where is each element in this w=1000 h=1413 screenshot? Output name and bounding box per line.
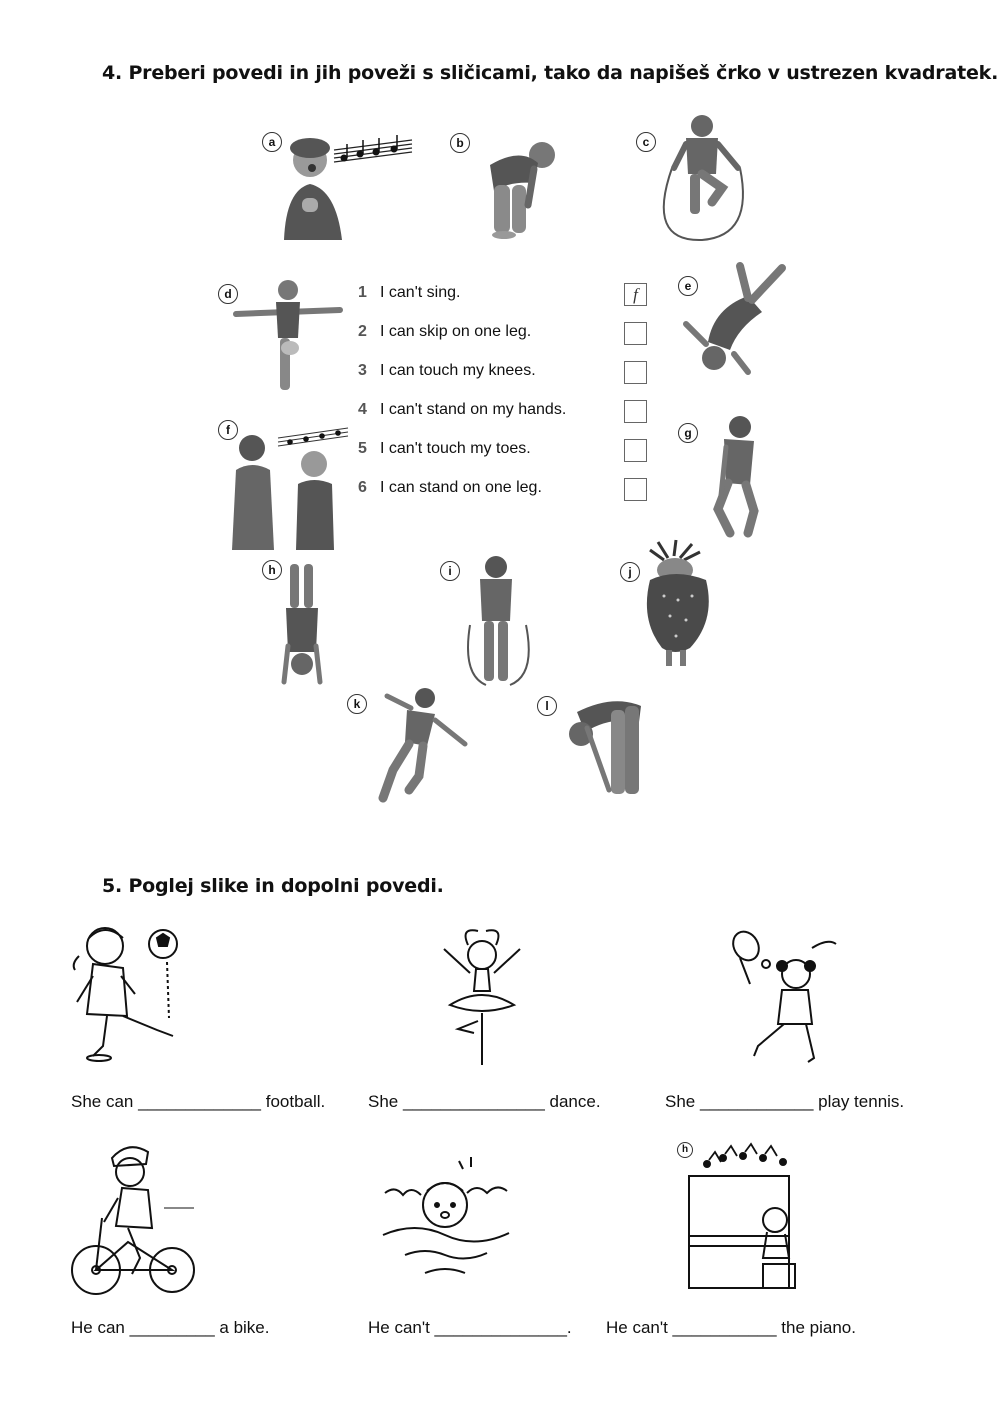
statement-text: I can't stand on my hands. xyxy=(380,401,567,418)
label-j: j xyxy=(620,562,640,582)
task5-heading: 5. Poglej slike in dopolni povedi. xyxy=(102,875,444,897)
answer-box-1[interactable]: f xyxy=(624,283,647,306)
drawing-ballet xyxy=(430,925,535,1070)
sentence-3[interactable]: She ____________ play tennis. xyxy=(665,1092,905,1111)
picture-d-one-leg xyxy=(218,278,343,398)
label-f: f xyxy=(218,420,238,440)
statement-2 xyxy=(358,323,531,341)
sentence-6[interactable]: He can't ___________ the piano. xyxy=(606,1318,856,1337)
drawing-bike xyxy=(68,1138,196,1300)
label-piano-h: h xyxy=(677,1142,693,1158)
statement-number: 3 xyxy=(358,362,367,379)
picture-i-skipping xyxy=(440,555,540,690)
picture-f-singing-covering-ears xyxy=(218,418,353,550)
picture-b-touching-knees xyxy=(450,125,560,240)
label-k: k xyxy=(347,694,367,714)
answer-box-3[interactable] xyxy=(624,361,647,384)
sentence-4[interactable]: He can _________ a bike. xyxy=(71,1318,270,1337)
statement-number: 2 xyxy=(358,323,367,340)
picture-g-touching-knees xyxy=(678,415,768,537)
statement-text: I can skip on one leg. xyxy=(380,323,532,340)
drawing-swimming xyxy=(375,1155,515,1285)
label-l: l xyxy=(537,696,557,716)
statement-5 xyxy=(358,440,531,458)
statement-1 xyxy=(358,284,460,302)
label-c: c xyxy=(636,132,656,152)
sentence-1[interactable]: She can _____________ football. xyxy=(71,1092,326,1111)
statement-text: I can touch my knees. xyxy=(380,362,536,379)
statement-number: 5 xyxy=(358,440,367,457)
picture-c-skipping xyxy=(636,112,756,242)
sentence-5[interactable]: He can't ______________. xyxy=(368,1318,572,1337)
statement-text: I can't sing. xyxy=(380,284,461,301)
label-b: b xyxy=(450,133,470,153)
label-d: d xyxy=(218,284,238,304)
answer-box-2[interactable] xyxy=(624,322,647,345)
picture-a-singing xyxy=(262,118,422,240)
label-g: g xyxy=(678,423,698,443)
answer-box-6[interactable] xyxy=(624,478,647,501)
label-e: e xyxy=(678,276,698,296)
statement-number: 6 xyxy=(358,479,367,496)
picture-l-touching-toes xyxy=(537,692,657,798)
statement-text: I can't touch my toes. xyxy=(380,440,531,457)
label-i: i xyxy=(440,561,460,581)
statement-3 xyxy=(358,362,536,380)
picture-k-dancing xyxy=(347,690,469,802)
picture-e-cartwheel xyxy=(678,258,790,380)
drawing-football xyxy=(65,918,190,1063)
picture-h-handstand xyxy=(262,560,332,686)
sentence-2[interactable]: She _______________ dance. xyxy=(368,1092,601,1111)
statement-number: 1 xyxy=(358,284,367,301)
drawing-piano xyxy=(675,1140,805,1300)
statement-4 xyxy=(358,401,566,419)
answer-box-5[interactable] xyxy=(624,439,647,462)
statement-text: I can stand on one leg. xyxy=(380,479,542,496)
task4-heading: 4. Preberi povedi in jih poveži s sličicami, tako da napišeš črko v ustrezen kvadratek. xyxy=(102,62,999,84)
drawing-tennis xyxy=(718,928,838,1068)
answer-box-4[interactable] xyxy=(624,400,647,423)
statement-number: 4 xyxy=(358,401,367,418)
label-h: h xyxy=(262,560,282,580)
picture-j-strawberry xyxy=(620,540,720,670)
label-a: a xyxy=(262,132,282,152)
statement-6 xyxy=(358,479,542,497)
